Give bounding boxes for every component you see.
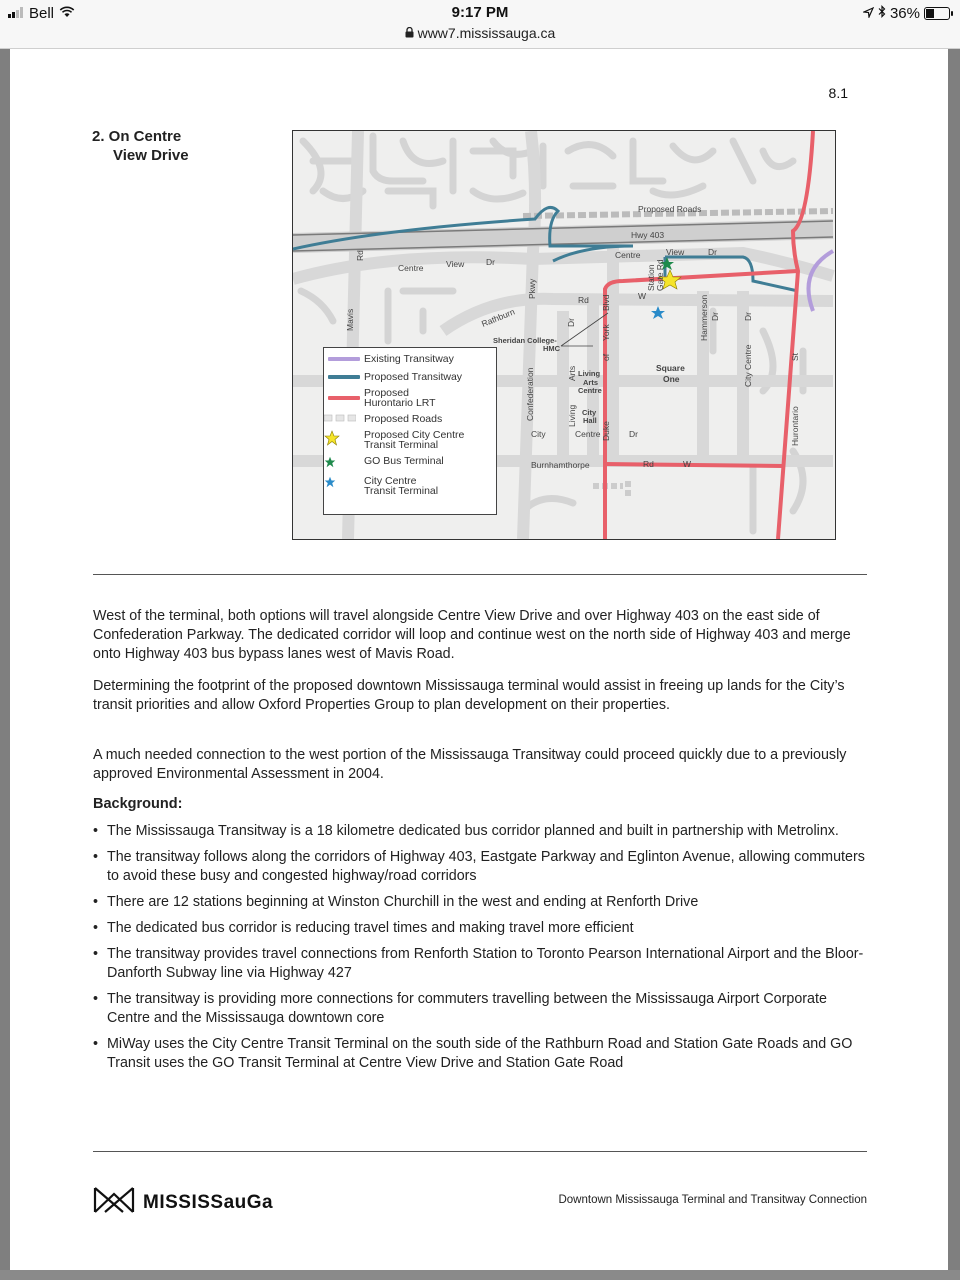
lrt-swatch-icon [328,396,360,400]
legend-item-go-bus-terminal: GO Bus Terminal [324,456,444,466]
list-item: • The dedicated bus corridor is reducing travel times and making travel more efficient [93,919,873,938]
legend-item-existing-transitway: Existing Transitway [324,354,454,364]
svg-text:Living: Living [578,369,601,378]
paragraph-2: Determining the footprint of the proposed downtown Mississauga terminal would assist in freeing up lands for the City’s transit priorities and allow Oxford Properties Group to plan development on their properties. [93,678,845,713]
svg-text:Square: Square [656,363,685,373]
svg-text:Arts: Arts [567,365,577,381]
svg-text:of: of [601,353,611,361]
svg-text:Rd: Rd [643,459,654,469]
svg-text:Living: Living [567,404,577,427]
location-arrow-icon [863,5,874,22]
svg-text:Confederation: Confederation [525,367,535,421]
legend-item-proposed-transitway: Proposed Transitway [324,372,462,382]
svg-text:Dr: Dr [629,429,638,439]
svg-text:View: View [446,259,465,269]
paragraph-1: West of the terminal, both options will travel alongside Centre View Drive and over Highway 403 on the east side of Confederation Parkway. The dedicated corridor will loop and continue west on the north side of Highway 403 and merge onto Highway 403 bus bypass lanes west of Mavis Road. [93,608,851,662]
mississauga-logo-icon [93,1186,135,1219]
svg-text:W: W [683,459,692,469]
svg-text:City Centre: City Centre [743,344,753,387]
svg-text:Centre: Centre [398,263,424,273]
svg-text:Duke: Duke [601,421,611,441]
svg-text:Centre: Centre [578,386,602,395]
existing-transitway-swatch-icon [328,357,360,361]
bluetooth-icon [878,5,886,22]
svg-text:City: City [531,429,546,439]
svg-text:Mavis: Mavis [345,308,355,331]
legend-item-hurontario-lrt: Proposed Hurontario LRT [324,388,436,408]
list-item: • The transitway follows along the corridors of Highway 403, Eastgate Parkway and Eglinton Avenue, allowing commuters to avoid these busy and congested highway/road corridors [93,848,873,886]
section-title [92,127,189,165]
svg-text:Station: Station [646,264,656,291]
battery-percent: 36% [889,5,920,22]
footer-caption: Downtown Mississauga Terminal and Transitway Connection [558,1194,867,1206]
list-item: • The transitway provides travel connections from Renforth Station to Toronto Pearson International Airport and the Bloor-Danforth Subway line via Highway 427 [93,945,873,983]
ios-status-bar [0,0,960,49]
svg-text:Hwy 403: Hwy 403 [631,230,665,240]
url-bar[interactable] [0,25,960,41]
svg-text:Proposed Roads: Proposed Roads [638,204,702,214]
svg-text:Dr: Dr [743,312,753,321]
svg-text:Gate Rd: Gate Rd [655,259,665,291]
divider-top [93,574,867,575]
svg-text:Hurontario: Hurontario [790,406,800,446]
legend-item-proposed-roads: Proposed Roads [324,414,442,424]
map-legend [323,347,497,515]
logo-wordmark: MISSISSauGa [143,1191,274,1213]
section-title-line1: 2. On Centre [92,128,182,145]
list-item: • The Mississauga Transitway is a 18 kilometre dedicated bus corridor planned and built in partnership with Metrolinx. [93,822,873,841]
svg-text:Rd: Rd [355,250,365,261]
svg-text:Dr: Dr [708,247,717,257]
svg-text:One: One [663,374,680,384]
svg-text:York: York [601,324,611,341]
divider-bottom [93,1151,867,1152]
svg-text:Burnhamthorpe: Burnhamthorpe [531,460,590,470]
clock: 9:17 PM [451,4,509,21]
svg-text:Pkwy: Pkwy [527,278,537,299]
proposed-transitway-swatch-icon [328,375,360,379]
status-right [863,5,950,22]
svg-text:Dr: Dr [486,257,495,267]
svg-text:HMC: HMC [543,344,561,353]
background-heading: Background: [93,796,183,812]
carrier-name: Bell [29,5,55,22]
background-list [93,822,873,1080]
list-item: • MiWay uses the City Centre Transit Terminal on the south side of the Rathburn Road and Station Gate Roads and GO Transit uses the GO Transit Terminal at Centre View Drive and Station Gate Road [93,1035,873,1073]
svg-text:Rathburn: Rathburn [480,306,517,329]
document-page [10,49,948,1270]
svg-text:Arts: Arts [583,378,599,387]
battery-icon [924,7,950,20]
svg-text:View: View [666,247,685,257]
city-centre-terminal-star-icon [651,306,665,319]
page-number: 8.1 [828,85,848,101]
svg-text:Sheridan College-: Sheridan College- [493,336,557,345]
svg-text:Dr: Dr [566,318,576,327]
svg-text:W: W [638,291,647,301]
paragraph-3: A much needed connection to the west portion of the Mississauga Transitway could proceed quickly due to a previously approved Environmental Assessment in 2004. [93,747,847,782]
legend-item-city-centre-terminal: City Centre Transit Terminal [324,476,438,496]
svg-text:Hall: Hall [583,416,597,425]
legend-item-proposed-terminal: Proposed City Centre Transit Terminal [324,430,464,450]
svg-text:Centre: Centre [615,250,641,260]
svg-text:City: City [582,408,597,417]
section-title-line2: View Drive [113,147,189,164]
mississauga-logo [93,1186,273,1219]
url-text[interactable]: www7.mississauga.ca [417,25,556,41]
svg-text:Hammerson: Hammerson [699,294,709,341]
svg-text:Blvd: Blvd [601,294,611,311]
svg-text:Dr: Dr [710,312,720,321]
transit-map [292,130,836,540]
svg-text:Centre: Centre [575,429,601,439]
lock-icon [405,25,418,41]
svg-text:St: St [790,352,800,361]
list-item: • There are 12 stations beginning at Winston Churchill in the west and ending at Renforth Drive [93,893,873,912]
list-item: • The transitway is providing more connections for commuters travelling between the Mississauga Airport Corporate Centre and the Mississauga downtown core [93,990,873,1028]
page-bottom-edge [0,1270,960,1280]
svg-text:Rd: Rd [578,295,589,305]
